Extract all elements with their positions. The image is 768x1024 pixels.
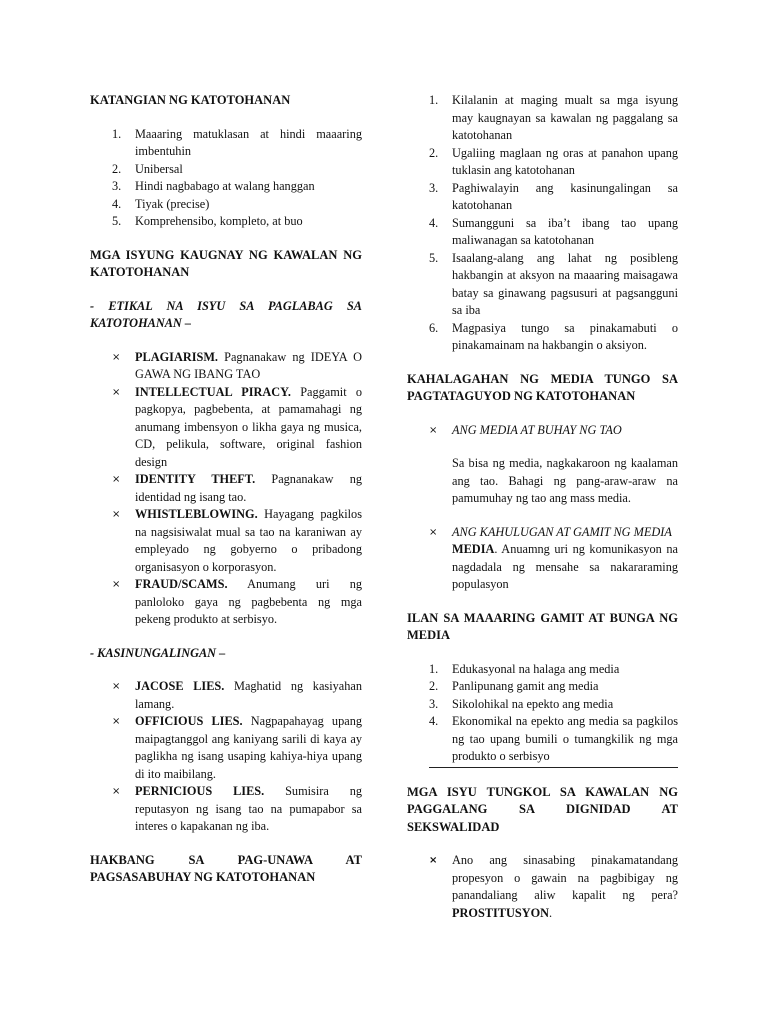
katangian-list xyxy=(90,126,362,231)
list-item xyxy=(90,213,362,231)
list-item xyxy=(90,783,362,836)
item-term: FRAUD/SCAMS. xyxy=(135,577,228,591)
heading-hakbang: HAKBANG SA PAG-UNAWA AT PAGSASABUHAY NG KATOTOHANAN xyxy=(90,852,362,884)
item-desc: Anumang uri ng panloloko gaya ng pagbebenta ng mga pekeng produkto at serbisyo. xyxy=(135,577,362,626)
heading-mga-isyung: MGA ISYUNG KAUGNAY NG KAWALAN NG KATOTOHANAN xyxy=(90,247,362,279)
item-term: WHISTLEBLOWING. xyxy=(135,507,258,521)
left-column xyxy=(90,92,362,887)
subheading-etikal: - ETIKAL NA ISYU SA PAGLABAG SA KATOTOHANAN – xyxy=(90,298,362,330)
subheading-kasinungalingan: - KASINUNGALINGAN – xyxy=(90,645,226,660)
item-number: 3. xyxy=(112,179,122,193)
item-desc: . Anuamng uri ng komunikasyon na nagdadala ng mensahe sa nakararaming populasyon xyxy=(452,542,678,591)
list-item xyxy=(407,145,678,180)
list-item xyxy=(407,678,678,696)
list-item xyxy=(407,250,678,320)
list-item xyxy=(407,852,678,922)
list-item xyxy=(407,92,678,145)
hakbang-list xyxy=(407,92,678,355)
dignidad-list xyxy=(407,852,678,922)
list-item xyxy=(407,422,678,440)
question-text: Ano ang sinasabing pinakamatandang propesyon o gawain na pagbibigay ng panandaliang aliw kapalit ng pera? xyxy=(452,853,678,902)
list-item xyxy=(90,196,362,214)
list-item xyxy=(90,126,362,161)
x-bullet-icon: × xyxy=(112,579,121,590)
list-item xyxy=(407,320,678,355)
right-column xyxy=(407,92,678,922)
item-text: Kilalanin at maging mualt sa mga isyung may kaugnayan sa kawalan ng paggalang sa katotohanan xyxy=(452,93,678,142)
item-number: 1. xyxy=(429,661,439,676)
item-number: 5. xyxy=(429,250,439,265)
list-item xyxy=(90,349,362,384)
x-bullet-icon: × xyxy=(112,716,121,727)
item-number: 1. xyxy=(429,93,439,107)
item-number: 4. xyxy=(429,714,439,728)
item-term: JACOSE LIES. xyxy=(135,679,225,693)
item-term: OFFICIOUS LIES. xyxy=(135,714,243,728)
question-end: . xyxy=(549,905,553,920)
list-item xyxy=(90,471,362,506)
item-desc: Sumisira ng reputasyon ng isang tao na pumapabor sa interes o kapakanan ng iba. xyxy=(135,784,362,833)
media1-paragraph: Sa bisa ng media, nagkakaroon ng kaalaman ang tao. Bahagi ng pang-araw-araw na pamumuhay ng tao ang mass media. xyxy=(452,456,678,505)
list-item xyxy=(90,384,362,472)
media-list-2 xyxy=(407,524,678,594)
item-text: Panlipunang gamit ang media xyxy=(452,679,599,693)
etikal-list xyxy=(90,349,362,629)
item-text: Ekonomikal na epekto ang media sa pagkilos ng tao upang bumili o tumangkilik ng mga produkto o serbisyo xyxy=(452,714,678,763)
list-item xyxy=(90,576,362,629)
item-desc: Hayagang pagkilos na nagsisiwalat mual sa tao na karaniwan ay empleyado ng gobyerno o pribadong organisasyon o korporasyon. xyxy=(135,507,362,574)
item-text: Sikolohikal na epekto ang media xyxy=(452,696,614,711)
item-text: Sumangguni sa iba’t ibang tao upang maliwanagan sa katotohanan xyxy=(452,215,678,247)
item-desc: Maghatid ng kasiyahan lamang. xyxy=(135,679,362,711)
x-bullet-icon: × xyxy=(112,786,121,797)
list-item xyxy=(407,713,678,766)
item-term: INTELLECTUAL PIRACY. xyxy=(135,384,291,399)
item-desc: Nagpapahayag upang maipagtanggol ang kaniyang sarili di kaya ay paglikha ng isang usaping kahiya-hiya upang di ito maibilang. xyxy=(135,714,362,781)
list-item xyxy=(407,215,678,250)
item-text: Edukasyonal na halaga ang media xyxy=(452,661,620,676)
list-item xyxy=(407,180,678,215)
item-text: Hindi nagbabago at walang hanggan xyxy=(135,179,315,193)
item-text: Unibersal xyxy=(135,161,183,176)
x-bullet-icon: × xyxy=(112,681,121,692)
lies-list xyxy=(90,678,362,836)
x-bullet-icon: × xyxy=(112,386,121,398)
item-term: PERNICIOUS LIES. xyxy=(135,784,265,798)
x-bullet-icon: × xyxy=(429,526,438,538)
item-desc: Paggamit o pagkopya, pagbebenta, at pamamahagi ng anumang imbensyon o likha gaya ng musica, CD, pelikula, software, original fashion design xyxy=(135,384,362,469)
item-number: 3. xyxy=(429,180,439,195)
item-number: 5. xyxy=(112,214,122,228)
item-desc: Pagnanakaw ng IDEYA O GAWA NG IBANG TAO xyxy=(135,349,362,381)
item-term: IDENTITY THEFT. xyxy=(135,472,256,486)
x-bullet-icon: × xyxy=(112,474,121,485)
item-desc: Pagnanakaw ng identidad ng isang tao. xyxy=(135,472,362,504)
item-number: 6. xyxy=(429,320,439,335)
list-item xyxy=(90,678,362,713)
item-text: Maaaring matuklasan at hindi maaaring imbentuhin xyxy=(135,126,362,158)
gamit-list xyxy=(407,661,678,766)
item-text: Ugaliing maglaan ng oras at panahon upang tuklasin ang katotohanan xyxy=(452,145,678,177)
list-item xyxy=(407,696,678,714)
item-number: 1. xyxy=(112,126,122,141)
list-item xyxy=(407,661,678,679)
item-number: 2. xyxy=(429,679,439,693)
x-bullet-icon: × xyxy=(429,855,438,866)
item-title: ANG MEDIA AT BUHAY NG TAO xyxy=(452,422,622,437)
item-text: Paghiwalayin ang kasinungalingan sa katotohanan xyxy=(452,180,678,212)
item-text: Komprehensibo, kompleto, at buo xyxy=(135,214,303,228)
heading-katangian: KATANGIAN NG KATOTOHANAN xyxy=(90,93,291,107)
x-bullet-icon: × xyxy=(429,424,438,436)
item-title: ANG KAHULUGAN AT GAMIT NG MEDIA xyxy=(452,524,672,539)
item-text: Magpasiya tungo sa pinakamabuti o pinakamainam na hakbangin o aksiyon. xyxy=(452,320,678,352)
list-item xyxy=(90,178,362,196)
item-term: MEDIA xyxy=(452,542,495,556)
item-text: Tiyak (precise) xyxy=(135,196,210,211)
item-number: 4. xyxy=(429,215,439,230)
heading-ilan-sa-gamit: ILAN SA MAAARING GAMIT AT BUNGA NG MEDIA xyxy=(407,610,678,642)
item-term: PLAGIARISM. xyxy=(135,349,219,364)
question-answer: PROSTITUSYON xyxy=(452,905,550,920)
item-number: 2. xyxy=(112,161,122,176)
divider-line xyxy=(429,767,678,768)
x-bullet-icon: × xyxy=(112,351,121,363)
list-item xyxy=(90,506,362,576)
list-item xyxy=(90,161,362,179)
x-bullet-icon: × xyxy=(112,509,121,520)
item-number: 4. xyxy=(112,196,122,211)
list-item xyxy=(90,713,362,783)
item-text: Isaalang-alang ang lahat ng posibleng hakbangin at aksyon na maaaring maisagawa batay sa ginawang pagsusuri at pagsangguni sa iba xyxy=(452,250,678,317)
heading-kahalagahan: KAHALAGAHAN NG MEDIA TUNGO SA PAGTATAGUYOD NG KATOTOHANAN xyxy=(407,371,678,403)
media-list-1 xyxy=(407,422,678,440)
heading-mga-isyu-dignidad: MGA ISYU TUNGKOL SA KAWALAN NG PAGGALANG SA DIGNIDAD AT SEKSWALIDAD xyxy=(407,784,678,834)
item-number: 2. xyxy=(429,145,439,160)
item-number: 3. xyxy=(429,696,439,711)
list-item xyxy=(407,524,678,594)
